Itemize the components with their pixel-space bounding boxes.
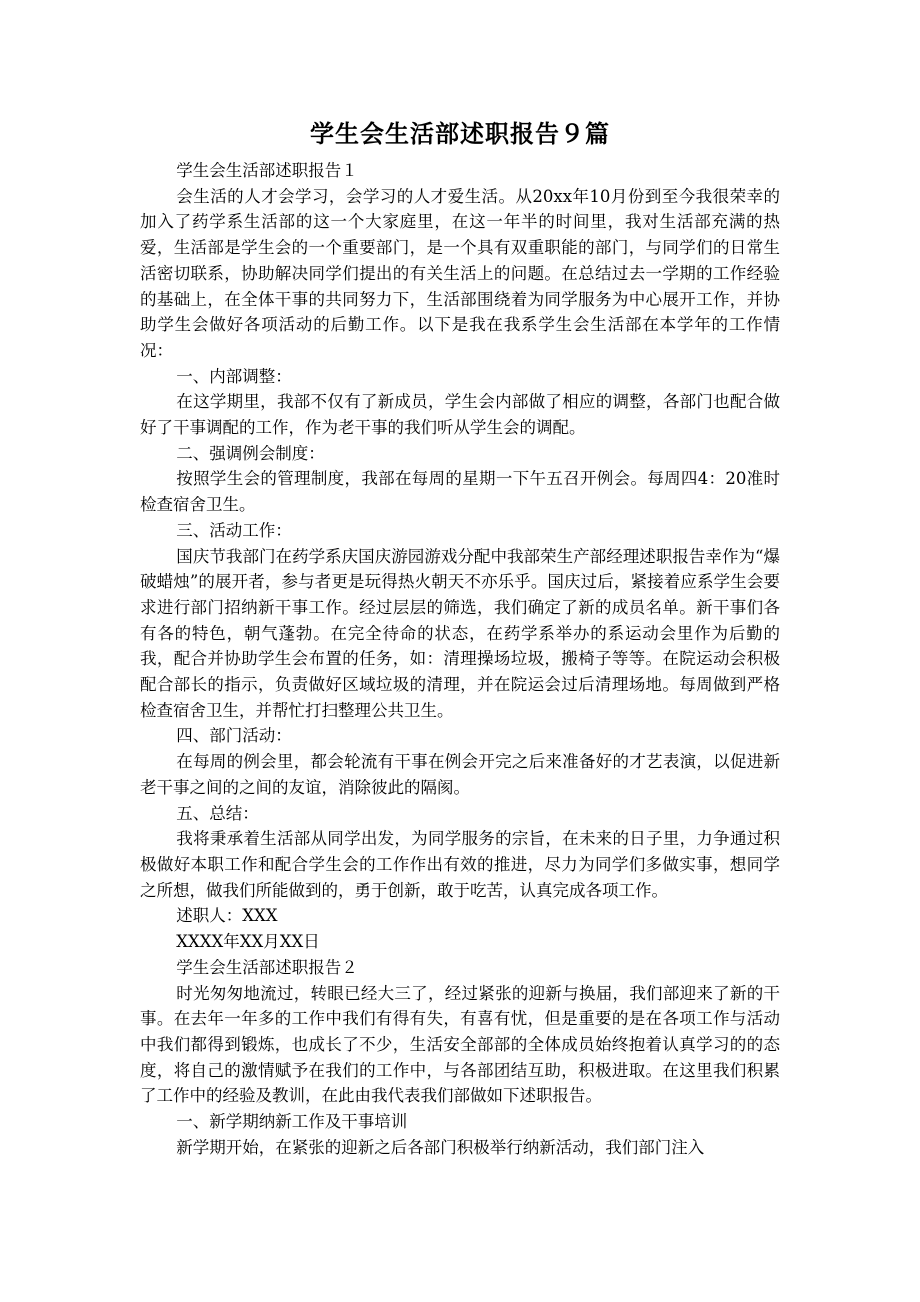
paragraph-activity-work: 国庆节我部门在药学系庆国庆游园游戏分配中我部荣生产部经理述职报告幸作为“爆破蜡烛”的展开者，参与者更是玩得热火朝天不亦乐乎。国庆过后，紧接着应系学生会要求进行部门招纳新干事工作。经过层层的筛选，我们确定了新的成员名单。新干事们各有各的特色，朝气蓬勃。在完全待命的状态，在药学系举办的系运动会里作为后勤的我，配合并协助学生会布置的任务，如：清理操场垃圾，搬椅子等等。在院运动会积极配合部长的指示，负责做好区域垃圾的清理，并在院运会过后清理场地。每周做到严格检查宿舍卫生，并帮忙打扫整理公共卫生。 xyxy=(140,546,780,720)
paragraph-summary: 我将秉承着生活部从同学出发，为同学服务的宗旨，在未来的日子里，力争通过积极做好本职工作和配合学生会的工作作出有效的推进，尽力为同学们多做实事，想同学之所想，做我们所能做到的，勇于创新，敢于吃苦，认真完成各项工作。 xyxy=(140,829,780,900)
reporter-signature: 述职人：XXX xyxy=(176,906,278,926)
heading-internal-adjustment: 一、内部调整： xyxy=(176,366,292,386)
paragraph-intro: 会生活的人才会学习，会学习的人才爱生活。从20xx年10月份到至今我很荣幸的加入了药学系生活部的这一个大家庭里，在这一年半的时间里，我对生活部充满的热爱，生活部是学生会的一个重要部门，是一个具有双重职能的部门，与同学们的日常生活密切联系，协助解决同学们提出的有关生活上的问题。在总结过去一学期的工作经验的基础上，在全体干事的共同努力下，生活部围绕着为同学服务为中心展开工作，并协助学生会做好各项活动的后勤工作。以下是我在我系学生会生活部在本学年的工作情况： xyxy=(140,186,780,360)
section-heading-report-2: 学生会生活部述职报告２ xyxy=(176,957,358,977)
paragraph-meeting-system: 按照学生会的管理制度，我部在每周的星期一下午五召开例会。每周四4：20准时检查宿舍卫生。 xyxy=(140,469,780,515)
section-heading-report-1: 学生会生活部述职报告１ xyxy=(176,161,358,180)
paragraph-report-2-intro: 时光匆匆地流过，转眼已经大三了，经过紧张的迎新与换届，我们部迎来了新的干事。在去年一年多的工作中我们有得有失，有喜有忧，但是重要的是在各项工作与活动中我们都得到锻炼，也成长了不少，生活安全部部的全体成员始终抱着认真学习的的态度，将自己的激情赋予在我们的工作中，与各部团结互助，积极进取。在这里我们积累了工作中的经验及教训，在此由我代表我们部做如下述职报告。 xyxy=(140,983,780,1106)
heading-meeting-system: 二、强调例会制度： xyxy=(176,443,325,463)
heading-activity-work: 三、活动工作： xyxy=(176,520,292,540)
heading-summary: 五、总结： xyxy=(176,803,259,823)
report-date: XXXX年XX月XX日 xyxy=(176,932,320,952)
document-title: 学生会生活部述职报告９篇 xyxy=(310,119,610,148)
document-body xyxy=(140,158,780,1160)
paragraph-internal-adjustment: 在这学期里，我部不仅有了新成员，学生会内部做了相应的调整，各部门也配合做好了干事调配的工作，作为老干事的我们听从学生会的调配。 xyxy=(140,392,780,438)
heading-department-activities: 四、部门活动： xyxy=(176,726,292,746)
paragraph-department-activities: 在每周的例会里，都会轮流有干事在例会开完之后来准备好的才艺表演，以促进新老干事之间的之间的友谊，消除彼此的隔阂。 xyxy=(140,752,780,797)
heading-new-recruitment: 一、新学期纳新工作及干事培训 xyxy=(176,1112,408,1132)
paragraph-new-recruitment: 新学期开始，在紧张的迎新之后各部门积极举行纳新活动，我们部门注入 xyxy=(176,1137,705,1157)
